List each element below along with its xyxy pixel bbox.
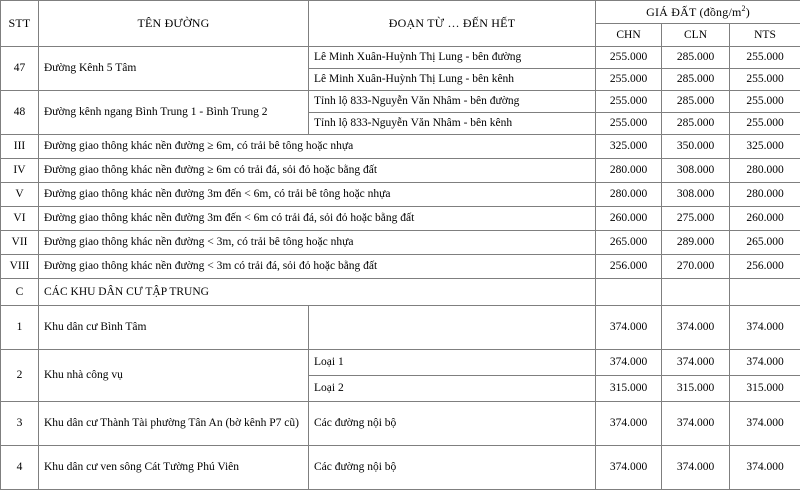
- row-price-chn: [596, 279, 662, 306]
- row-road-name: Khu nhà công vụ: [39, 350, 309, 402]
- table-row-category: [1, 255, 800, 279]
- price-group-superscript: 2: [742, 4, 746, 13]
- row-price-chn: 325.000: [596, 135, 662, 159]
- row-price-cln: 374.000: [662, 402, 730, 446]
- column-header-chn: CHN: [596, 24, 662, 47]
- row-price-nts: 256.000: [730, 255, 800, 279]
- row-road-name: Đường giao thông khác nền đường 3m đến < 6m, có trải bê tông hoặc nhựa: [39, 183, 596, 207]
- row-segment: Các đường nội bộ: [309, 446, 596, 490]
- row-stt: IV: [1, 159, 39, 183]
- table-row-category: [1, 159, 800, 183]
- row-price-nts: 255.000: [730, 47, 800, 69]
- table-row: [1, 402, 800, 446]
- row-price-chn: 315.000: [596, 376, 662, 402]
- column-header-road-name: TÊN ĐƯỜNG: [39, 1, 309, 47]
- row-price-nts: 374.000: [730, 402, 800, 446]
- row-stt: VIII: [1, 255, 39, 279]
- row-price-cln: 285.000: [662, 47, 730, 69]
- row-price-nts: 280.000: [730, 159, 800, 183]
- row-stt: 48: [1, 91, 39, 135]
- row-price-cln: 374.000: [662, 306, 730, 350]
- row-road-name: Khu dân cư Thành Tài phường Tân An (bờ kênh P7 cũ): [39, 402, 309, 446]
- row-stt: 1: [1, 306, 39, 350]
- row-segment: Tỉnh lộ 833-Nguyễn Văn Nhâm - bên kênh: [309, 113, 596, 135]
- row-price-nts: 255.000: [730, 69, 800, 91]
- row-price-chn: 255.000: [596, 69, 662, 91]
- row-price-nts: 374.000: [730, 350, 800, 376]
- column-header-nts: NTS: [730, 24, 800, 47]
- column-header-price-group: [596, 1, 800, 24]
- row-stt: 47: [1, 47, 39, 91]
- row-price-chn: 374.000: [596, 306, 662, 350]
- row-segment: Tỉnh lộ 833-Nguyễn Văn Nhâm - bên đường: [309, 91, 596, 113]
- row-stt: III: [1, 135, 39, 159]
- row-road-name: Đường giao thông khác nền đường < 3m có trải đá, sỏi đỏ hoặc bằng đất: [39, 255, 596, 279]
- row-segment: Loại 2: [309, 376, 596, 402]
- row-stt: V: [1, 183, 39, 207]
- row-price-nts: 374.000: [730, 446, 800, 490]
- table-row-category: [1, 135, 800, 159]
- row-price-cln: 315.000: [662, 376, 730, 402]
- row-road-name: Khu dân cư ven sông Cát Tường Phú Viên: [39, 446, 309, 490]
- row-price-cln: 285.000: [662, 91, 730, 113]
- row-price-cln: [662, 279, 730, 306]
- row-price-cln: 374.000: [662, 446, 730, 490]
- row-price-cln: 289.000: [662, 231, 730, 255]
- table-row: [1, 350, 800, 376]
- row-segment: Các đường nội bộ: [309, 402, 596, 446]
- row-price-chn: 374.000: [596, 350, 662, 376]
- row-segment: Loại 1: [309, 350, 596, 376]
- header-row-primary: [1, 1, 800, 24]
- row-price-chn: 280.000: [596, 159, 662, 183]
- row-stt: VI: [1, 207, 39, 231]
- row-price-nts: 260.000: [730, 207, 800, 231]
- row-price-nts: 315.000: [730, 376, 800, 402]
- price-group-tail: ): [746, 5, 750, 19]
- table-row: [1, 91, 800, 113]
- column-header-stt: STT: [1, 1, 39, 47]
- row-price-chn: 255.000: [596, 113, 662, 135]
- row-price-cln: 308.000: [662, 183, 730, 207]
- row-road-name: Đường giao thông khác nền đường ≥ 6m, có trải bê tông hoặc nhựa: [39, 135, 596, 159]
- table-row-section: [1, 279, 800, 306]
- table-row: [1, 306, 800, 350]
- table-body: [1, 47, 800, 490]
- column-header-cln: CLN: [662, 24, 730, 47]
- row-price-cln: 275.000: [662, 207, 730, 231]
- row-price-cln: 308.000: [662, 159, 730, 183]
- row-price-cln: 285.000: [662, 69, 730, 91]
- row-price-nts: 280.000: [730, 183, 800, 207]
- row-price-nts: 265.000: [730, 231, 800, 255]
- row-price-chn: 256.000: [596, 255, 662, 279]
- row-price-nts: 374.000: [730, 306, 800, 350]
- row-section-title: CÁC KHU DÂN CƯ TẬP TRUNG: [39, 279, 596, 306]
- row-segment: Lê Minh Xuân-Huỳnh Thị Lung - bên đường: [309, 47, 596, 69]
- table-row-category: [1, 231, 800, 255]
- row-segment: Lê Minh Xuân-Huỳnh Thị Lung - bên kênh: [309, 69, 596, 91]
- row-price-cln: 285.000: [662, 113, 730, 135]
- row-stt: 2: [1, 350, 39, 402]
- row-price-chn: 374.000: [596, 402, 662, 446]
- row-price-chn: 280.000: [596, 183, 662, 207]
- row-price-chn: 260.000: [596, 207, 662, 231]
- row-price-cln: 374.000: [662, 350, 730, 376]
- row-road-name: Khu dân cư Bình Tâm: [39, 306, 309, 350]
- row-segment: [309, 306, 596, 350]
- row-road-name: Đường giao thông khác nền đường 3m đến < 6m có trải đá, sỏi đỏ hoặc bằng đất: [39, 207, 596, 231]
- row-road-name: Đường giao thông khác nền đường ≥ 6m có trải đá, sỏi đỏ hoặc bằng đất: [39, 159, 596, 183]
- row-price-cln: 270.000: [662, 255, 730, 279]
- price-group-text: GIÁ ĐẤT (đồng/m: [646, 5, 741, 19]
- row-stt: 4: [1, 446, 39, 490]
- table-row: [1, 446, 800, 490]
- table-row: [1, 47, 800, 69]
- table-row-category: [1, 183, 800, 207]
- row-road-name: Đường Kênh 5 Tâm: [39, 47, 309, 91]
- row-road-name: Đường kênh ngang Bình Trung 1 - Bình Trung 2: [39, 91, 309, 135]
- row-stt: C: [1, 279, 39, 306]
- column-header-segment: ĐOẠN TỪ … ĐẾN HẾT: [309, 1, 596, 47]
- table-header: [1, 1, 800, 47]
- row-price-nts: 255.000: [730, 91, 800, 113]
- row-price-nts: 255.000: [730, 113, 800, 135]
- row-price-nts: [730, 279, 800, 306]
- row-stt: VII: [1, 231, 39, 255]
- row-road-name: Đường giao thông khác nền đường < 3m, có trải bê tông hoặc nhựa: [39, 231, 596, 255]
- row-price-cln: 350.000: [662, 135, 730, 159]
- row-price-chn: 374.000: [596, 446, 662, 490]
- row-price-chn: 255.000: [596, 91, 662, 113]
- row-price-chn: 265.000: [596, 231, 662, 255]
- row-price-chn: 255.000: [596, 47, 662, 69]
- table-row-category: [1, 207, 800, 231]
- row-price-nts: 325.000: [730, 135, 800, 159]
- row-stt: 3: [1, 402, 39, 446]
